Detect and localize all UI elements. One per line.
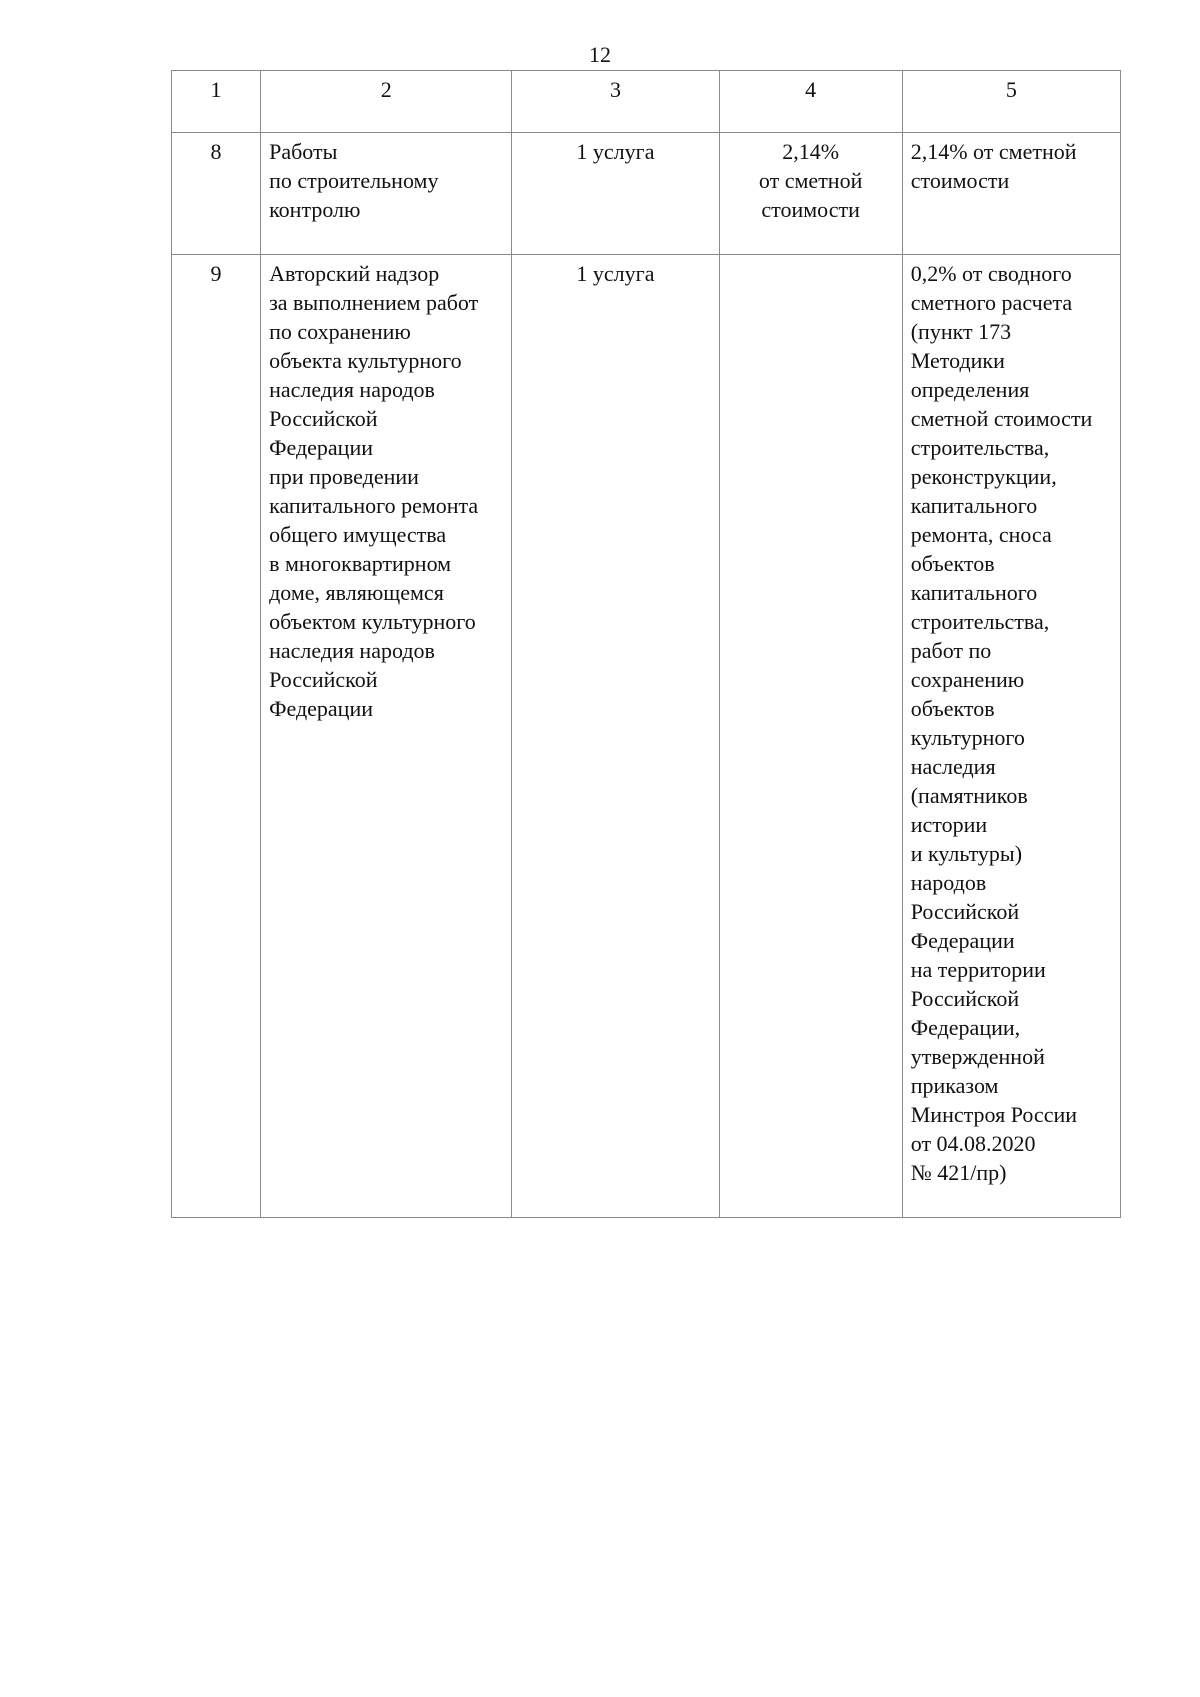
work-name-cell — [261, 255, 512, 1218]
table-row — [172, 255, 1121, 1218]
cell-text-line: Минстроя России — [910, 1102, 1078, 1127]
cell-text-line: объектов — [910, 696, 995, 721]
cell-text-line: капитального ремонта — [269, 493, 479, 518]
cell-text-line: определения — [910, 377, 1030, 402]
cell-text-line: ремонта, сноса — [910, 522, 1052, 547]
cell-text-line: доме, являющемся — [269, 580, 444, 605]
cell-text-line: наследия народов — [269, 638, 435, 663]
basis-cell — [902, 255, 1120, 1218]
cell-text-line: Российской — [910, 986, 1020, 1011]
row-number-cell: 8 — [172, 133, 261, 255]
cell-text-line: наследия народов — [269, 377, 435, 402]
cell-text-line: от сметной — [758, 168, 863, 193]
cell-text-line: в многоквартирном — [269, 551, 452, 576]
cell-text-line: приказом — [910, 1073, 999, 1098]
page-number: 12 — [589, 42, 611, 67]
cell-text-line: культурного — [910, 725, 1025, 750]
cell-text-line: Федерации, — [910, 1015, 1021, 1040]
cell-text-line: строительства, — [910, 609, 1050, 634]
cell-text-line: наследия — [910, 754, 996, 779]
cell-text-line: реконструкции, — [910, 464, 1057, 489]
cell-text-line: объекта культурного — [269, 348, 462, 373]
cell-text-line: и культуры) — [910, 841, 1023, 866]
cell-text-line: общего имущества — [269, 522, 447, 547]
cell-text-line: Российской — [269, 667, 378, 692]
cell-text-line: истории — [910, 812, 988, 837]
cell-text-line: № 421/пр) — [910, 1160, 1007, 1185]
cell-text-line: 2,14% — [782, 139, 840, 164]
cell-text-line: Работы — [269, 139, 338, 164]
header-cell-2: 2 — [261, 71, 512, 133]
cell-text-line: капитального — [910, 580, 1038, 605]
cell-text-line: Авторский надзор — [269, 261, 440, 286]
cell-text-line: стоимости — [761, 197, 860, 222]
cell-text-line: Российской — [269, 406, 378, 431]
unit-cell: 1 услуга — [512, 133, 719, 255]
percent-cell — [719, 133, 902, 255]
cell-text-line: Методики — [910, 348, 1005, 373]
cost-table — [171, 70, 1121, 1218]
header-cell-4: 4 — [719, 71, 902, 133]
cell-text-line: по сохранению — [269, 319, 411, 344]
table-row — [172, 133, 1121, 255]
cell-text-line: 2,14% от сметной — [910, 139, 1077, 164]
table-header-row — [172, 71, 1121, 133]
header-cell-3: 3 — [512, 71, 719, 133]
cell-text-line: сохранению — [910, 667, 1025, 692]
cell-text-line: народов — [910, 870, 987, 895]
header-cell-1: 1 — [172, 71, 261, 133]
row-number-cell: 9 — [172, 255, 261, 1218]
cell-text-line: объектом культурного — [269, 609, 476, 634]
work-name-cell — [261, 133, 512, 255]
basis-cell — [902, 133, 1120, 255]
cell-text-line: 0,2% от сводного — [910, 261, 1072, 286]
cell-text-line: сметного расчета — [910, 290, 1073, 315]
cell-text-line: Федерации — [269, 435, 373, 460]
cell-text-line: сметной стоимости — [910, 406, 1093, 431]
cell-text-line: Федерации — [269, 696, 373, 721]
header-cell-5: 5 — [902, 71, 1120, 133]
percent-cell — [719, 255, 902, 1218]
cell-text-line: работ по — [910, 638, 992, 663]
cell-text-line: Федерации — [910, 928, 1015, 953]
cell-text-line: по строительному — [269, 168, 439, 193]
cell-text-line: объектов — [910, 551, 995, 576]
cell-text-line: от 04.08.2020 — [910, 1131, 1036, 1156]
cell-text-line: за выполнением работ — [269, 290, 479, 315]
cell-text-line: строительства, — [910, 435, 1050, 460]
cell-text-line: (пункт 173 — [910, 319, 1012, 344]
cell-text-line: (памятников — [910, 783, 1028, 808]
cell-text-line: капитального — [910, 493, 1038, 518]
cell-text-line: при проведении — [269, 464, 419, 489]
unit-cell: 1 услуга — [512, 255, 719, 1218]
cell-text-line: на территории — [910, 957, 1046, 982]
cell-text-line: утвержденной — [910, 1044, 1045, 1069]
cell-text-line: контролю — [269, 197, 361, 222]
cell-text-line: Российской — [910, 899, 1020, 924]
cell-text-line: стоимости — [910, 168, 1010, 193]
